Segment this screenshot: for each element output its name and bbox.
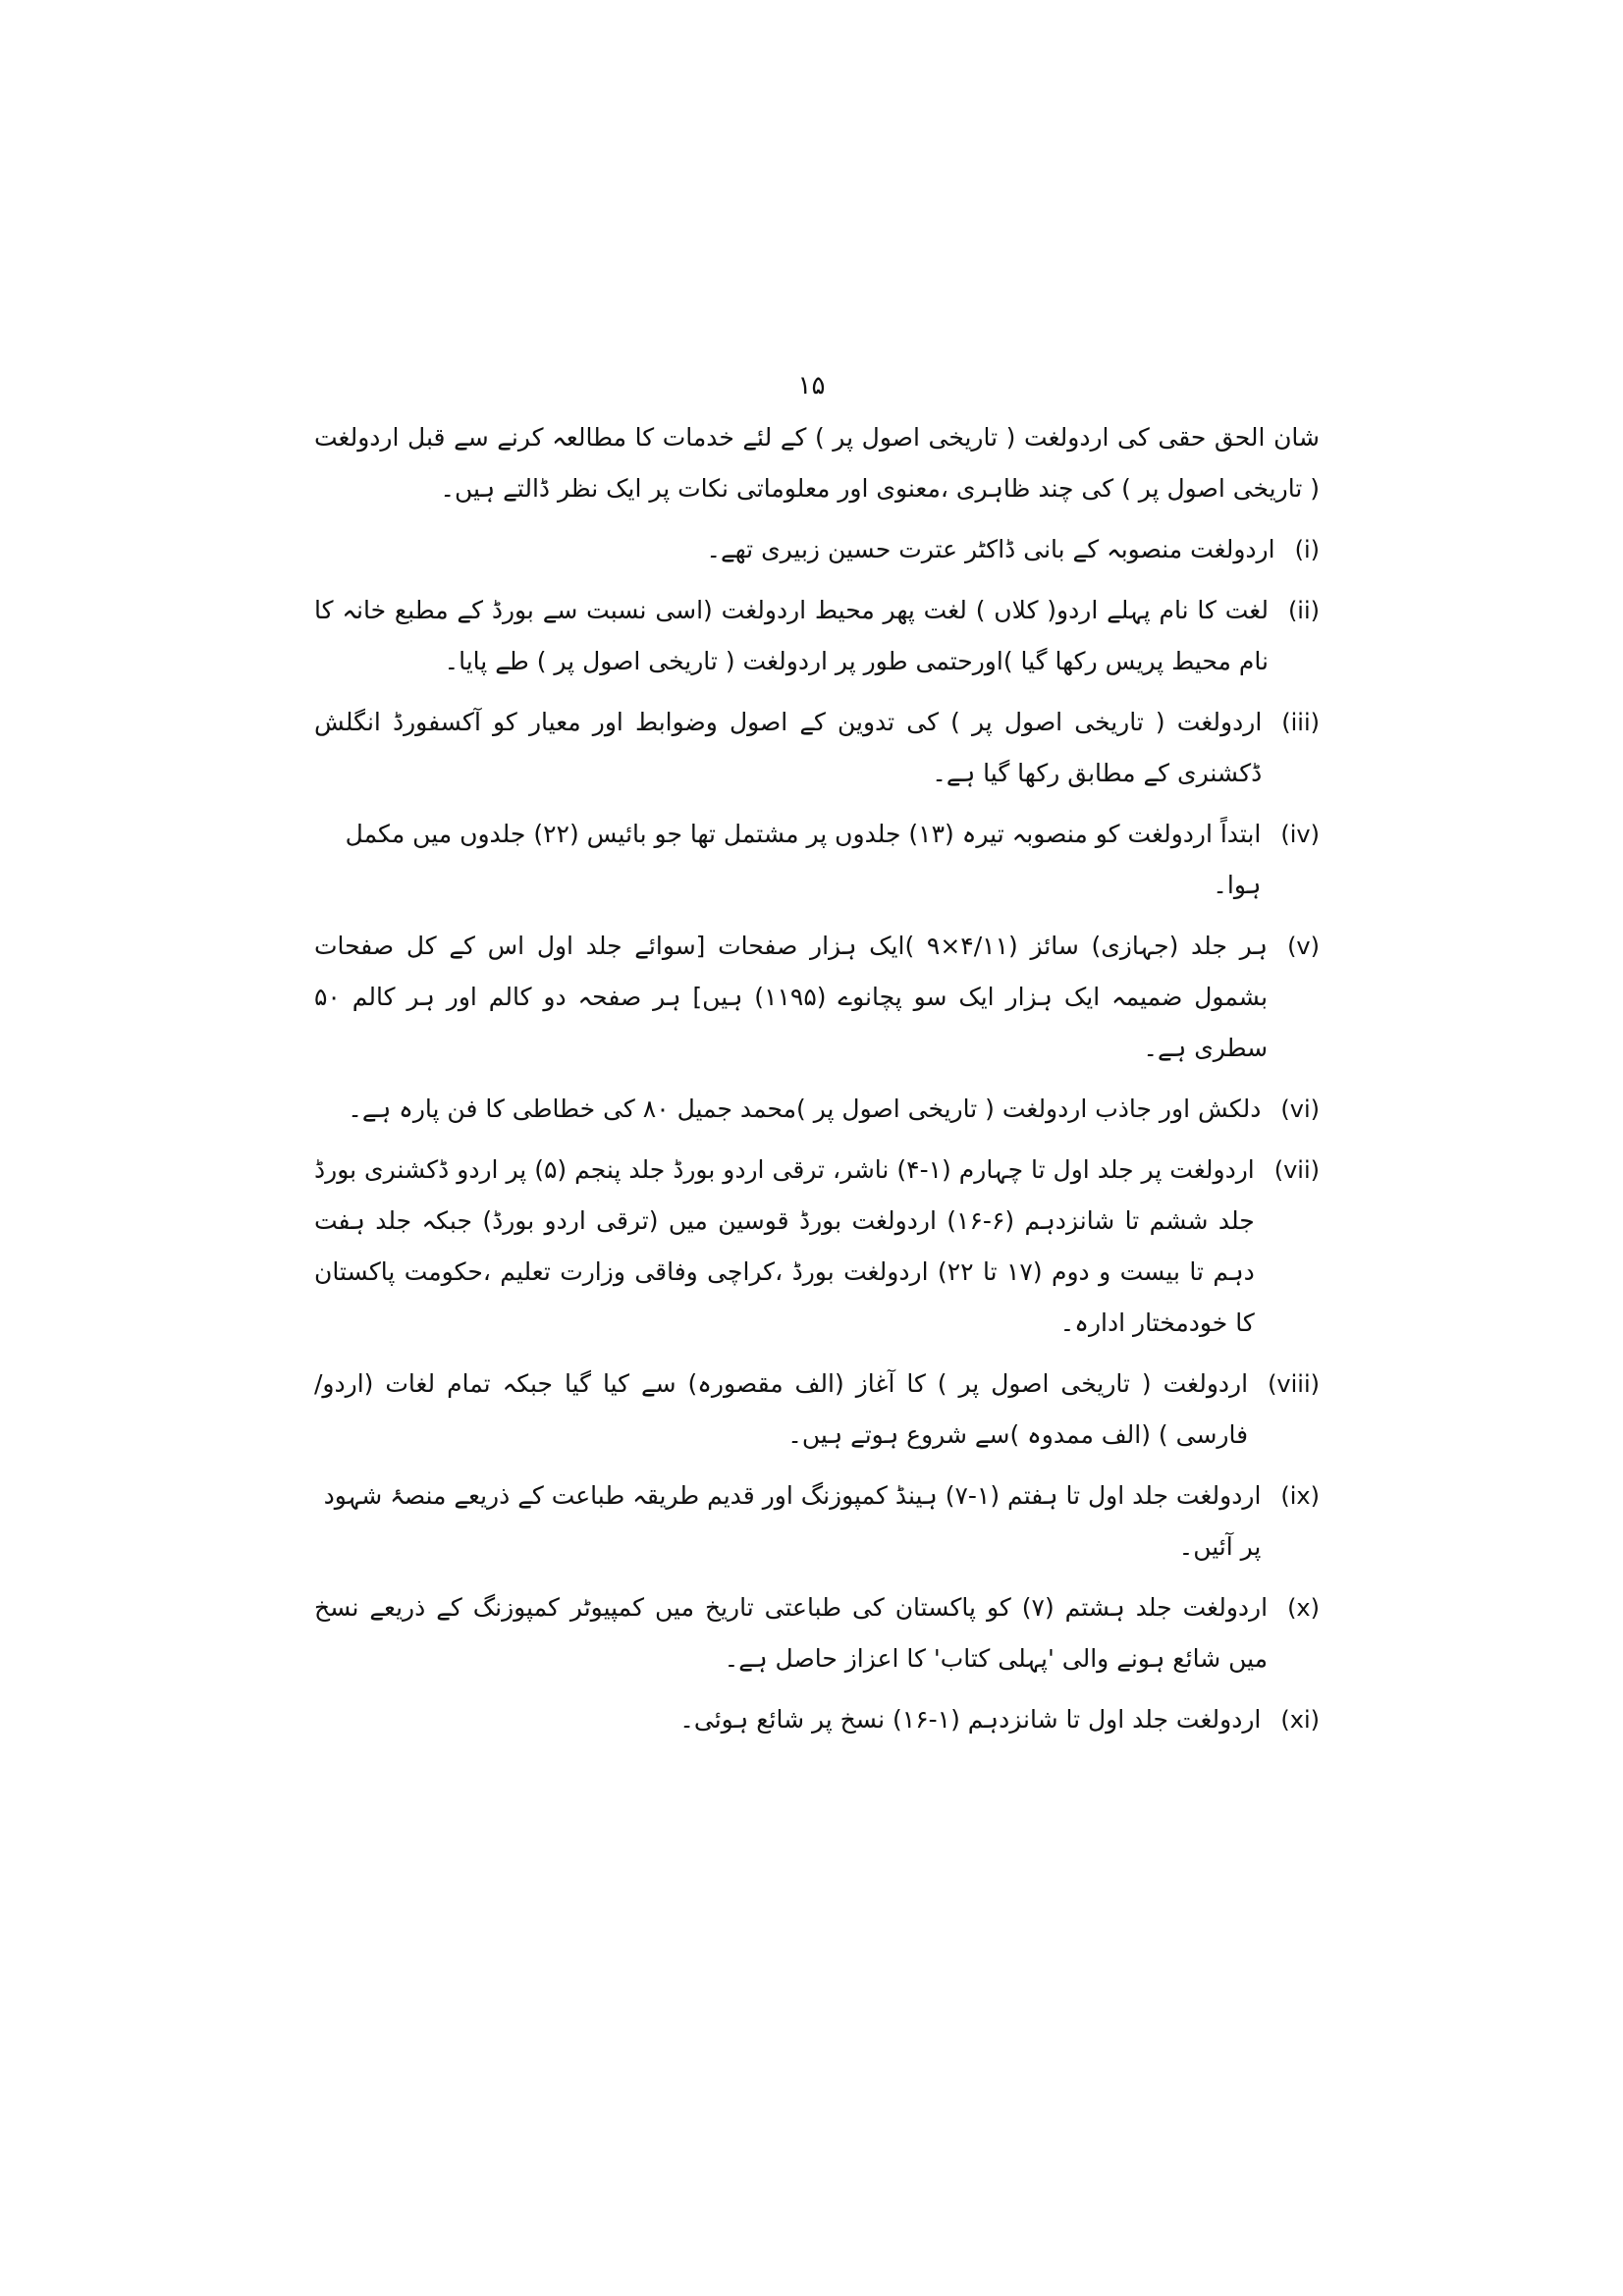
item-text: ہر جلد (جہازی) سائز (۴/۱۱×۹ )ایک ہزار صفحات [سوائے جلد اول اس کے کل صفحات بشمول ضمیمہ ایک ہزار ایک سو پچانوے (۱۱۹۵) ہیں] ہر صفحہ دو کالم اور ہر کالم ۵۰ سطری ہے۔ [314,932,1269,1062]
item-number: (i) [1294,536,1320,563]
item-text: لغت کا نام پہلے اردو( کلاں ) لغت پھر محیط اردولغت (اسی نسبت سے بورڈ کے مطبع خانہ کا نام محیط پریس رکھا گیا )اورحتمی طور پر اردولغت ( تاریخی اصول پر ) طے پایا۔ [314,596,1269,675]
list-item [314,697,1320,799]
list-item [314,1084,1320,1135]
item-number: (ix) [1280,1482,1320,1510]
item-number: (xi) [1280,1706,1320,1734]
list-item [314,1582,1320,1684]
list-item [314,1359,1320,1461]
list-item [314,1694,1320,1745]
list-item [314,809,1320,911]
item-number: (viii) [1268,1370,1320,1398]
item-text: اردولغت منصوبہ کے بانی ڈاکٹر عترت حسین زبیری تھے۔ [706,535,1275,563]
list-item [314,921,1320,1074]
item-number: (v) [1287,933,1320,960]
item-number: (iv) [1280,821,1320,848]
item-text: ابتداً اردولغت کو منصوبہ تیرہ (۱۳) جلدوں پر مشتمل تھا جو بائیس (۲۲) جلدوں میں مکمل ہوا۔ [345,820,1262,899]
list-item [314,585,1320,687]
item-text: دلکش اور جاذب اردولغت ( تاریخی اصول پر )محمد جمیل ۸۰ کی خطاطی کا فن پارہ ہے۔ [348,1095,1262,1123]
item-number: (vii) [1273,1156,1320,1184]
item-number: (x) [1287,1594,1320,1622]
item-number: (ii) [1287,597,1320,624]
list-item [314,1470,1320,1573]
item-text: اردولغت ( تاریخی اصول پر ) کا آغاز (الف مقصورہ) سے کیا گیا جبکہ تمام لغات (اردو/ فارسی ) (الف ممدوہ )سے شروع ہوتے ہیں۔ [314,1369,1249,1449]
item-text: اردولغت جلد ہشتم (۷) کو پاکستان کی طباعتی تاریخ میں کمپیوٹر کمپوزنگ کے ذریعے نسخ میں شائع ہونے والی 'پہلی کتاب' کا اعزاز حاصل ہے۔ [314,1593,1269,1673]
page-number: ۱۵ [797,371,826,400]
item-text: اردولغت پر جلد اول تا چہارم (۱-۴) ناشر، ترقی اردو بورڈ جلد پنجم (۵) پر اردو ڈکشنری بورڈ جلد ششم تا شانزدہم (۶-۱۶) اردولغت بورڈ قوسین میں (ترقی اردو بورڈ) جبکہ جلد ہفت دہم تا بیست و دوم (۱۷ تا ۲۲) اردولغت بورڈ ،کراچی وفاقی وزارت تعلیم ،حکومت پاکستان کا خودمختار ادارہ۔ [314,1155,1255,1337]
item-text: اردولغت جلد اول تا شانزدہم (۱-۱۶) نسخ پر شائع ہوئی۔ [679,1705,1262,1734]
page-content [314,412,1320,1755]
item-number: (iii) [1281,709,1320,736]
item-number: (vi) [1280,1095,1320,1123]
list-item [314,1145,1320,1349]
intro-paragraph: شان الحق حقی کی اردولغت ( تاریخی اصول پر ) کے لئے خدمات کا مطالعہ کرنے سے قبل اردولغت ( تاریخی اصول پر ) کی چند ظاہری ،معنوی اور معلوماتی نکات پر ایک نظر ڈالتے ہیں۔ [314,423,1320,503]
item-text: اردولغت ( تاریخی اصول پر ) کی تدوین کے اصول وضوابط اور معیار کو آکسفورڈ انگلش ڈکشنری کے مطابق رکھا گیا ہے۔ [314,708,1263,787]
item-text: اردولغت جلد اول تا ہفتم (۱-۷) ہینڈ کمپوزنگ اور قدیم طریقہ طباعت کے ذریعے منصۂ شہود پر آئیں۔ [323,1481,1262,1561]
list-item [314,524,1320,575]
